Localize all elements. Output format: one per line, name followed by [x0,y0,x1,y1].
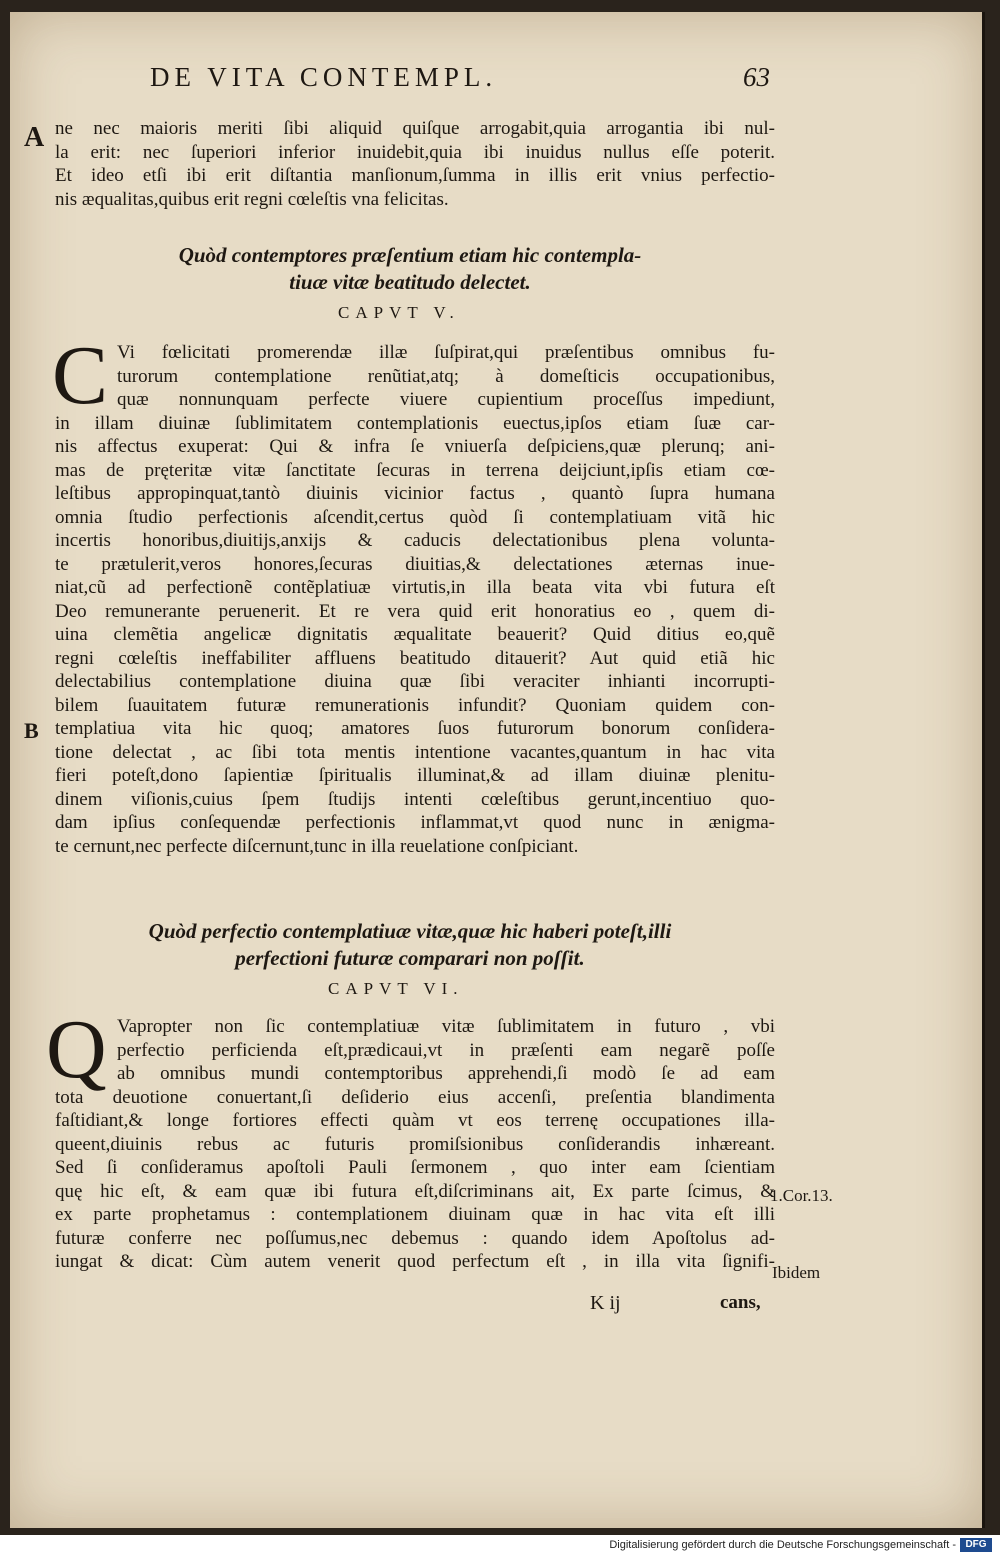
text-line: ex parte prophetamus : contemplationem diuinam quæ in hac vita eſt illi [55,1204,775,1225]
funding-notice: Digitalisierung gefördert durch die Deutsche Forschungsgemeinschaft - [609,1539,956,1551]
chapter-heading-1 [100,243,720,295]
text-line: te cernunt,nec perfecte diſcernunt,tunc in illa reuelatione conſpiciant. [55,835,579,857]
text-line: incertis honoribus,diuitijs,anxijs & caducis delectationibus plena volunta- [55,530,775,551]
text-line: Vi fœlicitati promerendæ illæ ſuſpirat,qui præſentibus omnibus fu- [117,342,775,363]
text-line: nis affectus exuperat: Qui & infra ſe vniuerſa deſpiciens,quæ plerunq; ani- [55,436,775,457]
text-line: regni cœleſtis ineffabiliter affluens beatitudo ditauerit? Aut quid etiã hic [55,647,775,669]
text-line: ne nec maioris meriti ſibi aliquid quiſque arrogabit,quia arrogantia ibi nul- [55,118,775,139]
text-line: tota deuotione conuertant,ſi deſiderio eius accenſi, preſentia blandimenta [55,1086,775,1108]
text-line: te prætulerit,veros honores,ſecuras diuitias,& delectationes æternas inue- [55,553,775,575]
margin-reference-cor: 1.Cor.13. [770,1186,833,1205]
text-line: tione delectat , ac ſibi tota mentis intentione vacantes,quantum in hac vita [55,741,775,763]
drop-capital-q: Q [46,1003,107,1096]
heading-line: Quòd contemptores præſentium etiam hic contempla- [178,243,642,267]
chapter-number-1: CAPVT V. [338,303,460,322]
dfg-logo: DFG [960,1538,992,1552]
page-number: 63 [743,62,770,92]
footer-bar [0,1535,1000,1557]
text-line: uina clemẽtia angelicæ dignitatis æqualitate beauerit? Quid ditius eo,quẽ [55,624,775,645]
text-line: Et ideo etſi ibi erit diſtantia manſionum,ſumma in illis erit vnius perfectio- [55,165,775,186]
signature-mark: K ij [590,1292,621,1314]
catchword: cans, [720,1292,761,1313]
chapter-heading-2 [100,919,720,971]
text-line: niat,cũ ad perfectionẽ contẽplatiuæ virtutis,in illa beata vita vbi futura eſt [55,577,775,598]
text-line: dinem viſionis,cuius ſpem ſtudijs intenti cœleſtibus gerunt,incentiuo quo- [55,788,775,810]
paragraph-2 [55,341,775,858]
text-line: mas de pręteritæ vitæ ſanctitate ſecuras in terrena deijciunt,ipſis etiam cœ- [55,459,775,481]
heading-line: perfectioni futuræ comparari non poſſit. [235,946,585,970]
paragraph-3 [55,1015,775,1274]
text-line: quę hic eſt, & eam quæ ibi futura eſt,diſcriminans ait, Ex parte ſcimus, & [55,1180,775,1202]
text-line: delectabilius contemplatione diuina quæ ſibi veraciter inhianti incorrupti- [55,671,775,692]
text-line: Vapropter non ſic contemplatiuæ vitæ ſublimitatem in futuro , vbi [117,1016,775,1037]
text-line: leſtibus appropinquat,tantò diuinis vicinior factus , quantò ſupra humana [55,483,775,504]
margin-reference-ibidem: Ibidem [772,1263,821,1282]
text-line: iungat & dicat: Cùm autem venerit quod perfectum eſt , in illa vita ſignifi- [55,1251,775,1272]
text-line: perfectio perficienda eſt,prædicaui,vt in præſenti eam negarẽ poſſe [117,1039,775,1061]
heading-line: tiuæ vitæ beatitudo delectet. [289,270,531,294]
text-line: faſtidiant,& longe fortiores effecti quàm vt eos terrenę occupationes illa- [55,1110,775,1131]
text-line: nis æqualitas,quibus erit regni cœleſtis vna felicitas. [55,188,449,210]
text-line: in illam diuinæ ſublimitatem contemplationis euectus,ipſos etiam ſuæ car- [55,412,775,434]
heading-line: Quòd perfectio contemplatiuæ vitæ,quæ hic haberi poteſt,illi [148,919,672,943]
text-line: bilem ſuauitatem futuræ remunerationis infundit? Quoniam quidem con- [55,694,775,716]
margin-letter-a: A [24,122,45,153]
text-line: quæ nonnunquam perfecte viuere cupientium proceſſus impediunt, [117,389,775,410]
running-header [150,62,770,93]
paragraph-1 [55,117,775,211]
text-line: dam ipſius conſequendæ perfectionis inflammat,vt quod nunc in ænigma- [55,812,775,833]
text-line: futuræ conferre nec poſſumus,nec debemus : quando idem Apoſtolus ad- [55,1227,775,1249]
text-line: fieri poteſt,dono ſapientiæ ſpiritualis illuminat,& ad illam diuinæ plenitu- [55,765,775,786]
text-line: Sed ſi conſideramus apoſtoli Pauli ſermonem , quo inter eam ſcientiam [55,1157,775,1178]
drop-capital-c: C [52,329,109,422]
text-line: queent,diuinis rebus ac futuris promiſsionibus conſiderandis inhæreant. [55,1133,775,1155]
text-line: la erit: nec ſuperiori inferior inuidebit,quia ibi inuidus nullus eſſe poterit. [55,141,775,163]
text-line: templatiua vita hic quoq; amatores ſuos futurorum bonorum conſidera- [55,718,775,739]
text-line: Deo remunerante peruenerit. Et re vera quid erit honoratius eo , quem di- [55,600,775,622]
running-title: DE VITA CONTEMPL. [150,62,498,92]
margin-letter-b: B [24,718,39,743]
text-line: ab omnibus mundi contemptoribus apprehendi,ſi modò ſe ad eam [117,1063,775,1084]
text-line: turorum contemplatione renũtiat,atq; à domeſticis occupationibus, [117,365,775,387]
text-line: omnia ſtudio perfectionis aſcendit,certus quòd ſi contemplatiuam vitã hic [55,506,775,528]
chapter-number-2: CAPVT VI. [328,979,464,998]
